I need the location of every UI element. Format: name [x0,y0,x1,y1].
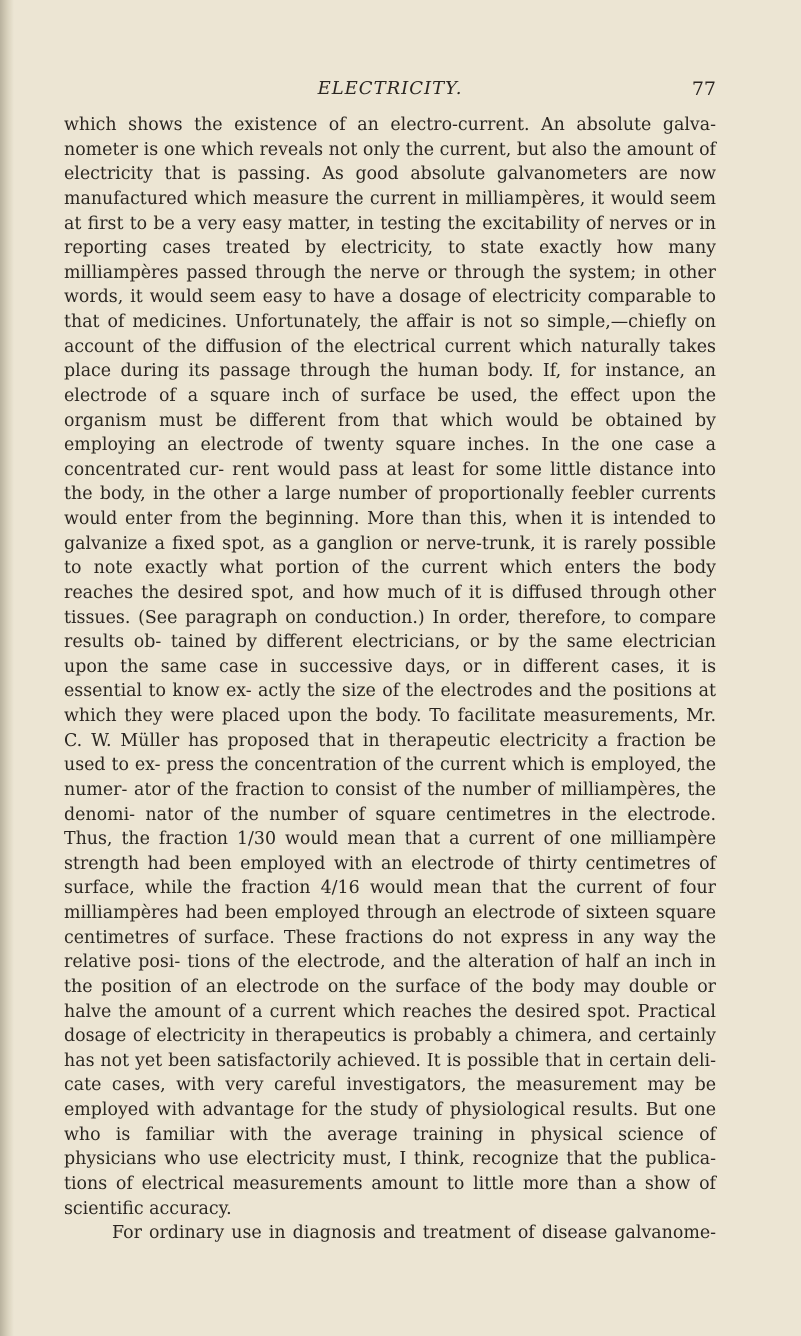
page-binding-edge [0,0,14,1336]
running-head: ELECTRICITY. [317,78,463,99]
body-text [64,113,716,1246]
page-header [64,78,716,108]
paragraph: which shows the existence of an electro-current. An absolute galva- nometer is one which reveals not only the current, but also the amount of electricity that is passing. As good absolute galvanometers are now manufactured which measure the current in milliampères, it would seem at first to be a very easy matter, in testing the excitability of nerves or in reporting cases treated by electricity, to state exactly how many milliampères passed through the nerve or through the system; in other words, it would seem easy to have a dosage of electricity comparable to that of medicines. Unfortunately, the affair is not so simple,—chiefly on account of the diffusion of the electrical current which naturally takes place during its passage through the human body. If, for instance, an electrode of a square inch of surface be used, the effect upon the organism must be different from that which would be obtained by employing an electrode of twenty square inches. In the one case a concentrated cur- rent would pass at least for some little distance into the body, in the other a large number of proportionally feebler currents would enter from the beginning. More than this, when it is intended to galvanize a fixed spot, as a ganglion or nerve-trunk, it is rarely possible to note exactly what portion of the current which enters the body reaches the desired spot, and how much of it is diffused through other tissues. (See paragraph on conduction.) In order, therefore, to compare results ob- tained by different electricians, or by the same electrician upon the same case in successive days, or in different cases, it is essential to know ex- actly the size of the electrodes and the positions at which they were placed upon the body. To facilitate measurements, Mr. C. W. Müller has proposed that in therapeutic electricity a fraction be used to ex- press the concentration of the current which is employed, the numer- ator of the fraction to consist of the number of milliampères, the denomi- nator of the number of square centimetres in the electrode. Thus, the fraction 1/30 would mean that a current of one milliampère strength had been employed with an electrode of thirty centimetres of surface, while the fraction 4/16 would mean that the current of four milliampères had been employed through an electrode of sixteen square centimetres of surface. These fractions do not express in any way the relative posi- tions of the electrode, and the alteration of half an inch in the position of an electrode on the surface of the body may double or halve the amount of a current which reaches the desired spot. Practical dosage of electricity in therapeutics is probably a chimera, and certainly has not yet been satisfactorily achieved. It is possible that in certain deli- cate cases, with very careful investigators, the measurement may be employed with advantage for the study of physiological results. But one who is familiar with the average training in physical science of physicians who use electricity must, I think, recognize that the publica- tions of electrical measurements amount to little more than a show of scientific accuracy. [64,115,716,1219]
page-number: 77 [691,78,716,100]
paragraph: For ordinary use in diagnosis and treatment of disease galvanome- [112,1223,716,1244]
